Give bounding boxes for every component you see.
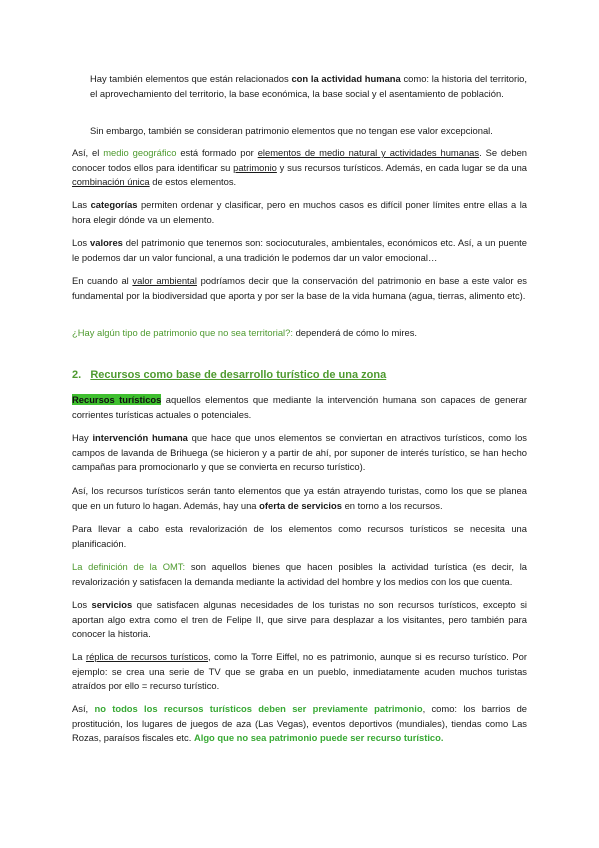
- paragraph-valor-ambiental: En cuando al valor ambiental podríamos decir que la conservación del patrimonio en base a este valor es fundamental por la biodiversidad que aporta y por ser la base de la vida humana (agua, tierras, alimento etc).: [72, 275, 527, 301]
- paragraph-oferta-servicios: Así, los recursos turísticos serán tanto elementos que ya están atrayendo turistas, como los que se planea que en un futuro lo hagan. Además, hay una oferta de servicios en torno a los recursos.: [72, 485, 527, 511]
- paragraph-sin-embargo: Sin embargo, también se consideran patrimonio elementos que no tengan ese valor excepcional.: [90, 125, 493, 136]
- paragraph-no-todos-patrimonio: Así, no todos los recursos turísticos deben ser previamente patrimonio, como: los barrios de prostitución, los lugares de juegos de aza (Las Vegas), eventos deportivos (mundiales), tiendas como Las Rozas, paraísos fiscales etc. Algo que no sea patrimonio puede ser recurso turístico.: [72, 703, 527, 744]
- section-number: 2.: [72, 369, 82, 381]
- paragraph-pregunta-territorial: ¿Hay algún tipo de patrimonio que no sea territorial?: dependerá de cómo lo mires.: [72, 327, 417, 338]
- paragraph-definicion-omt: La definición de la OMT: son aquellos bienes que hacen posibles la actividad turística (es decir, la revalorización y satisfacen la demanda mediante la actividad del hombre y los medios con los que cuenta.: [72, 561, 527, 587]
- section-heading: [72, 368, 527, 383]
- paragraph-categorias: Las categorías permiten ordenar y clasificar, pero en muchos casos es difícil poner límites entre ellas a la hora elegir dónde va un elemento.: [72, 199, 527, 225]
- paragraph-medio-geografico: Así, el medio geográfico está formado por elementos de medio natural y actividades humanas. Se deben conocer todos ellos para identificar su patrimonio y sus recursos turísticos. Además, en cada lugar se da una combinación única de estos elementos.: [72, 147, 528, 188]
- section-title: Recursos como base de desarrollo turístico de una zona: [90, 369, 387, 381]
- paragraph-planificacion: Para llevar a cabo esta revalorización de los elementos como recursos turísticos se necesita una planificación.: [72, 523, 527, 549]
- paragraph-servicios: Los servicios que satisfacen algunas necesidades de los turistas no son recursos turísticos, excepto si aportan algo extra como el tren de Felipe II, que sirve para desplazar a los visitantes, pero también para conocer la historia.: [72, 599, 527, 640]
- paragraph-intervencion-humana: Hay intervención humana que hace que unos elementos se conviertan en atractivos turísticos, como los campos de lavanda de Brihuega (se hicieron y a partir de ahí, por suponer de interés turístico, se han hecho campañas para promocionarlo y que se convierta en recurso turístico).: [72, 432, 527, 473]
- paragraph-actividad-humana: Hay también elementos que están relacionados con la actividad humana como: la historia del territorio, el aprovechamiento del territorio, la base económica, la base social y el asentamiento de población.: [90, 73, 527, 99]
- paragraph-valores: Los valores del patrimonio que tenemos son: sociocuturales, ambientales, económicos etc. Así, a un puente le podemos dar un valor funcional, a una tradición le podemos dar un valor emocional…: [72, 237, 527, 263]
- paragraph-recursos-turisticos: Recursos turísticos aquellos elementos que mediante la intervención humana son capaces de generar corrientes turísticas actuales o potenciales.: [72, 394, 527, 420]
- paragraph-replica: La réplica de recursos turísticos, como la Torre Eiffel, no es patrimonio, aunque si es recurso turístico. Por ejemplo: se crea una serie de TV que se graba en un pueblo, inmediatamente acuden muchos turistas atraídos por ello = recurso turístico.: [72, 651, 527, 692]
